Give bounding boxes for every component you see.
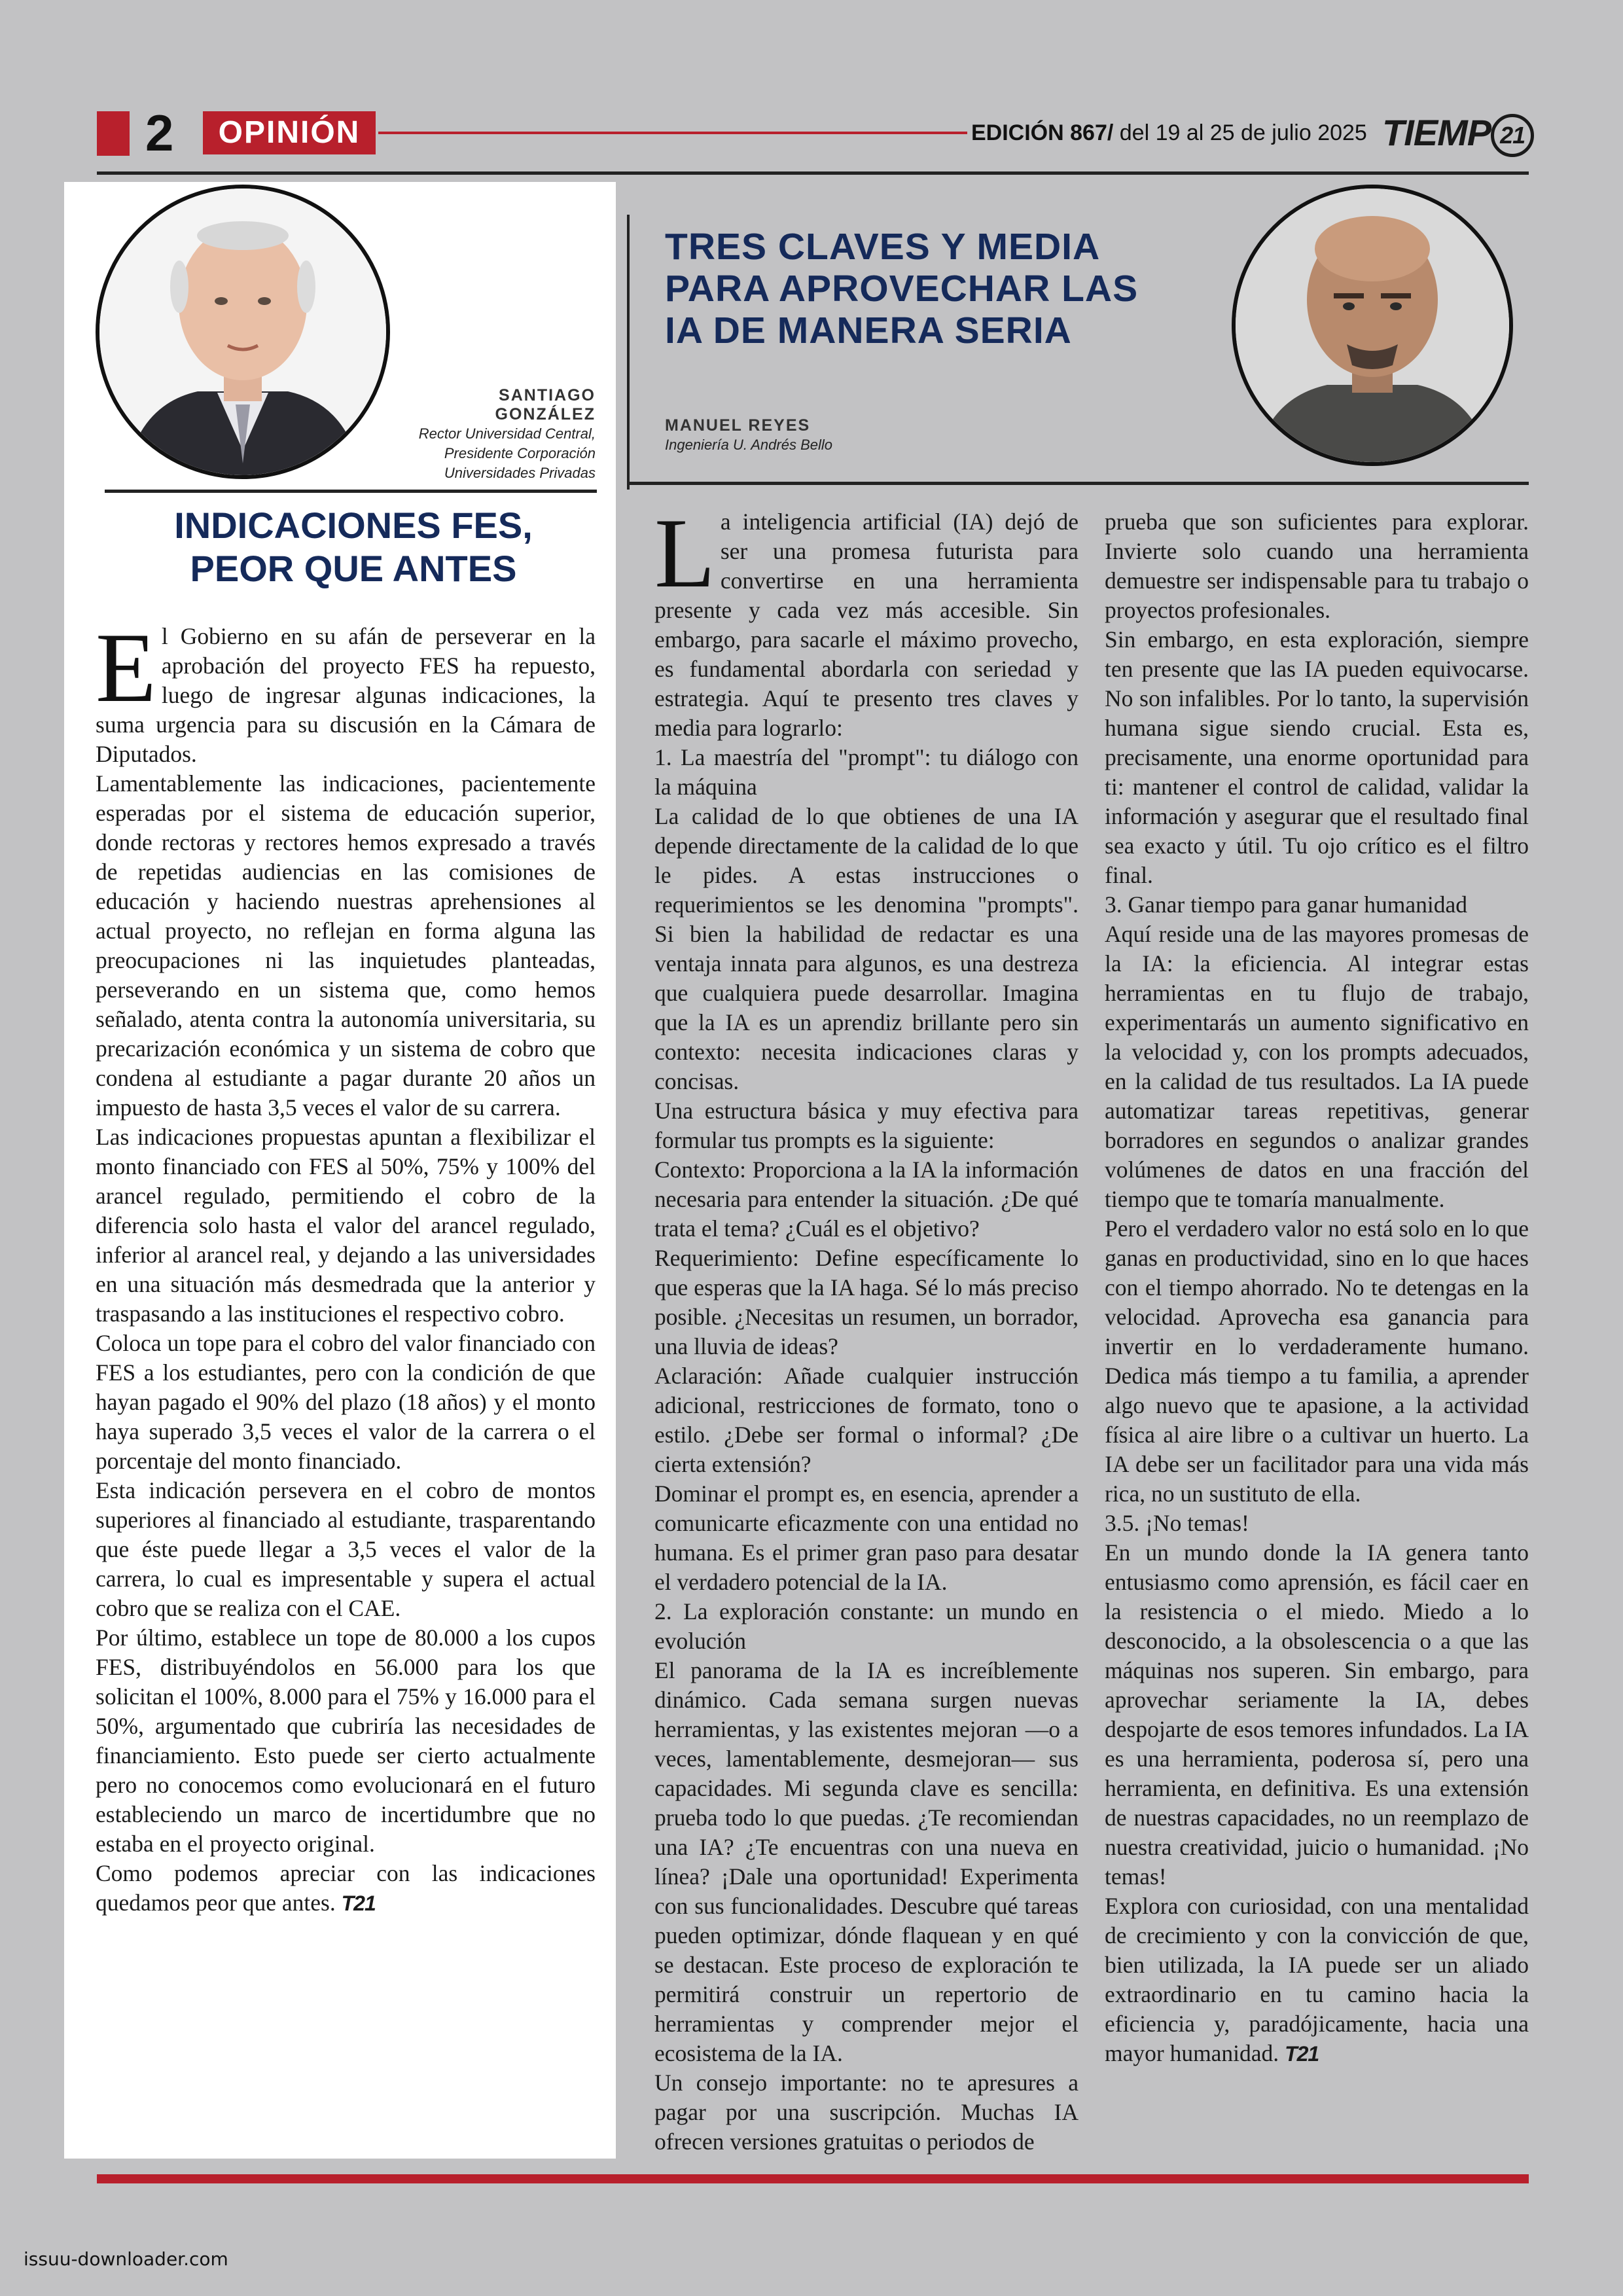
paragraph: Dominar el prompt es, en esencia, aprender a comunicarte eficazmente con una entidad no humana. Es el primer gran paso para desatar el verdadero potencial de la IA.	[654, 1480, 1079, 1595]
paragraph: La inteligencia artificial (IA) dejó de ser una promesa futurista para convertirse en una herramienta presente y cada vez más accesible. Sin embargo, para sacarle el máximo provecho, es fundamental abordarla con seriedad y estrategia. Aquí te presento tres claves y media para lograrlo:	[654, 498, 1079, 741]
paragraph: Explora con curiosidad, con una mentalidad de crecimiento y con la convicción de que, bien utilizada, la IA puede ser un aliado extraordinario en tu camino hacia la eficiencia y, paradójicamente, hacia una mayor humanidad. T21	[1105, 1893, 1529, 2066]
right-author-title: Ingeniería U. Andrés Bello	[665, 437, 832, 453]
right-article-column-1	[654, 498, 1079, 2157]
left-divider	[105, 490, 597, 493]
tiempo21-logo	[1382, 110, 1534, 157]
paragraph: El Gobierno en su afán de perseverar en la aprobación del proyecto FES ha repuesto, luego de ingresar algunas indicaciones, la suma urgencia para su discusión en la Cámara de Diputados.	[96, 613, 596, 767]
right-author-name: MANUEL REYES	[665, 416, 811, 435]
drop-cap: L	[654, 498, 715, 608]
paragraph: Lamentablemente las indicaciones, pacientemente esperadas por el sistema de educación superior, donde rectoras y rectores hemos expresado a través de repetidas audiencias en las comisiones de educación y haciendo nuestras aprehensiones al actual proyecto, no reflejan en forma alguna las preocupaciones ni las inquietudes planteadas, perseverando en un sistema que, como hemos señalado, atenta contra la autonomía universitaria, su precarización económica y un sistema de cobro que condena al estudiante a pagar durante 20 años un impuesto de hasta 3,5 veces el valor de su carrera.	[96, 770, 596, 1121]
paragraph: Por último, establece un tope de 80.000 a los cupos FES, distribuyéndolos en 56.000 para los que solicitan el 100%, 8.000 para el 75% y 16.000 para el 50%, argumentado que cubriría las necesidades de financiamiento. Esto puede ser cierto actualmente pero no conocemos como evolucionará en el futuro estableciendo un marco de incertidumbre que no estaba en el proyecto original.	[96, 1624, 596, 1857]
left-author-name: SANTIAGO GONZÁLEZ	[495, 386, 596, 423]
paragraph: Aquí reside una de las mayores promesas de la IA: la eficiencia. Al integrar estas herramientas en tu flujo de trabajo, experimentarás un aumento significativo en la velocidad y, con los prompts adecuados, en la calidad de tus resultados. La IA puede automatizar tareas repetitivas, generar borradores en segundos o analizar grandes volúmenes de datos en una fracción del tiempo que te tomaría manualmente.	[1105, 921, 1529, 1212]
subheading: 2. La exploración constante: un mundo en evolución	[654, 1598, 1079, 1654]
left-author-title-3: Universidades Privadas	[444, 465, 596, 481]
manuel-reyes-photo	[1232, 185, 1513, 466]
source-watermark: issuu-downloader.com	[24, 2248, 228, 2270]
right-article-column-2	[1105, 507, 1529, 2069]
right-headline-line-3: IA DE MANERA SERIA	[665, 310, 1072, 351]
paragraph: Aclaración: Añade cualquier instrucción adicional, restricciones de formato, tono o estilo. ¿Debe ser formal o informal? ¿De cierta extensión?	[654, 1363, 1079, 1477]
paragraph: Esta indicación persevera en el cobro de montos superiores al financiado al estudiante, trasparentando que éste puede llegar a 3,5 veces el valor de la carrera, lo cual es impresentable y supera el actual cobro que se realiza con el CAE.	[96, 1477, 596, 1621]
logo-text: TIEMP	[1382, 112, 1491, 153]
left-article-body	[96, 613, 596, 1918]
paragraph: Una estructura básica y muy efectiva para formular tus prompts es la siguiente:	[654, 1098, 1079, 1153]
right-headline	[665, 226, 1175, 351]
paragraph: Coloca un tope para el cobro del valor financiado con FES a los estudiantes, pero con la condición de que hayan pagado el 90% del plazo (18 años) y el monto haya superado 3,5 veces el valor de la carrera o el porcentaje del monto financiado.	[96, 1330, 596, 1474]
left-headline	[98, 504, 609, 590]
right-author-block	[665, 416, 832, 455]
paragraph: El panorama de la IA es increíblemente dinámico. Cada semana surgen nuevas herramientas, y las existentes mejoran —o a veces, lamentablemente, desmejoran— sus capacidades. Mi segunda clave es sencilla: prueba todo lo que puedas. ¿Te recomiendan una IA? ¿Te encuentras con una nueva en línea? ¡Dale una oportunidad! Experimenta con sus funcionalidades. Descubre qué tareas pueden optimizar, dónde flaquean y en qué se destacan. Este proceso de exploración te permitirá construir un repertorio de herramientas y comprender mejor el ecosistema de la IA.	[654, 1657, 1079, 2066]
paragraph: En un mundo donde la IA genera tanto entusiasmo como aprensión, es fácil caer en la resistencia o el miedo. Miedo a lo desconocido, a la obsolescencia o a que las máquinas nos superen. Sin embargo, para aprovechar seriamente la IA, debes despojarte de esos temores infundados. La IA es una herramienta, poderosa sí, pero una herramienta, en definitiva. Es una extensión de nuestras capacidades, no un reemplazo de nuestra creatividad, juicio o humanidad. ¡No temas!	[1105, 1539, 1529, 1890]
portrait-illustration	[1236, 188, 1509, 462]
subheading: 3. Ganar tiempo para ganar humanidad	[1105, 891, 1467, 918]
right-headline-line-2: PARA APROVECHAR LAS	[665, 268, 1139, 310]
edition-dates: del 19 al 25 de julio 2025	[1113, 120, 1367, 145]
edition-number: EDICIÓN 867/	[971, 120, 1114, 145]
paragraph: Como podemos apreciar con las indicaciones quedamos peor que antes. T21	[96, 1860, 596, 1916]
left-author-title-1: Rector Universidad Central,	[418, 425, 596, 442]
page-number: 2	[145, 104, 174, 162]
right-headline-line-1: TRES CLAVES Y MEDIA	[665, 226, 1101, 268]
paragraph: Requerimiento: Define específicamente lo que esperas que la IA haga. Sé lo más preciso posible. ¿Necesitas un resumen, un borrador, una lluvia de ideas?	[654, 1245, 1079, 1359]
logo-ring: 21	[1491, 114, 1534, 157]
paragraph: prueba que son suficientes para explorar. Invierte solo cuando una herramienta demuestre ser indispensable para tu trabajo o proyectos profesionales.	[1105, 509, 1529, 623]
drop-cap: E	[96, 613, 156, 723]
left-headline-line-1: INDICACIONES FES,	[174, 505, 533, 546]
paragraph: Sin embargo, en esta exploración, siempre ten presente que las IA pueden equivocarse. No son infalibles. Por lo tanto, la supervisión humana sigue siendo crucial. Esta es, precisamente, una enorme oportunidad para ti: mantener el control de calidad, validar la información y asegurar que el resultado final sea exacto y útil. Tu ojo crítico es el filtro final.	[1105, 626, 1529, 888]
footer-red-bar	[97, 2174, 1529, 2183]
paragraph: La calidad de lo que obtienes de una IA depende directamente de la calidad de lo que le pides. A estas instrucciones o requerimientos se les denomina "prompts". Si bien la habilidad de redactar es una ventaja innata para algunos, es una destreza que cualquiera puede desarrollar. Imagina que la IA es un aprendiz brillante pero sin contexto: necesita indicaciones claras y concisas.	[654, 803, 1079, 1094]
left-author-block	[393, 386, 596, 483]
edition-info	[971, 115, 1367, 151]
t21-signature-icon: T21	[341, 1892, 376, 1915]
subheading: 1. La maestría del "prompt": tu diálogo con la máquina	[654, 744, 1079, 800]
header-red-block	[97, 111, 130, 156]
t21-signature-icon: T21	[1285, 2042, 1319, 2066]
left-author-title-2: Presidente Corporación	[444, 445, 596, 461]
subheading: 3.5. ¡No temas!	[1105, 1510, 1249, 1536]
section-label: OPINIÓN	[203, 111, 376, 154]
header-rule	[97, 171, 1529, 175]
paragraph: Contexto: Proporciona a la IA la información necesaria para entender la situación. ¿De qué trata el tema? ¿Cuál es el objetivo?	[654, 1157, 1079, 1242]
header-red-line	[378, 132, 967, 134]
right-divider	[627, 482, 1529, 485]
portrait-illustration	[99, 188, 386, 475]
paragraph: Un consejo importante: no te apresures a pagar por una suscripción. Muchas IA ofrecen versiones gratuitas o periodos de	[654, 2070, 1079, 2155]
paragraph: Las indicaciones propuestas apuntan a flexibilizar el monto financiado con FES al 50%, 75% y 100% del arancel regulado, permitiendo el cobro de la diferencia solo hasta el valor del arancel regulado, inferior al arancel real, y dejando a las universidades en una situación más desmedrada que la anterior y traspasando a las instituciones el respectivo cobro.	[96, 1124, 596, 1327]
vertical-divider	[627, 215, 630, 490]
santiago-gonzalez-photo	[96, 185, 390, 479]
paragraph: Pero el verdadero valor no está solo en lo que ganas en productividad, sino en lo que haces con el tiempo ahorrado. No te detengas en la velocidad. Aprovecha esa ganancia para invertir en lo verdaderamente humano. Dedica más tiempo a tu familia, a aprender algo nuevo que te apasione, a la actividad física al aire libre o a cultivar un huerto. La IA debe ser un facilitador para una vida más rica, no un sustituto de ella.	[1105, 1215, 1529, 1507]
left-headline-line-2: PEOR QUE ANTES	[190, 548, 517, 589]
